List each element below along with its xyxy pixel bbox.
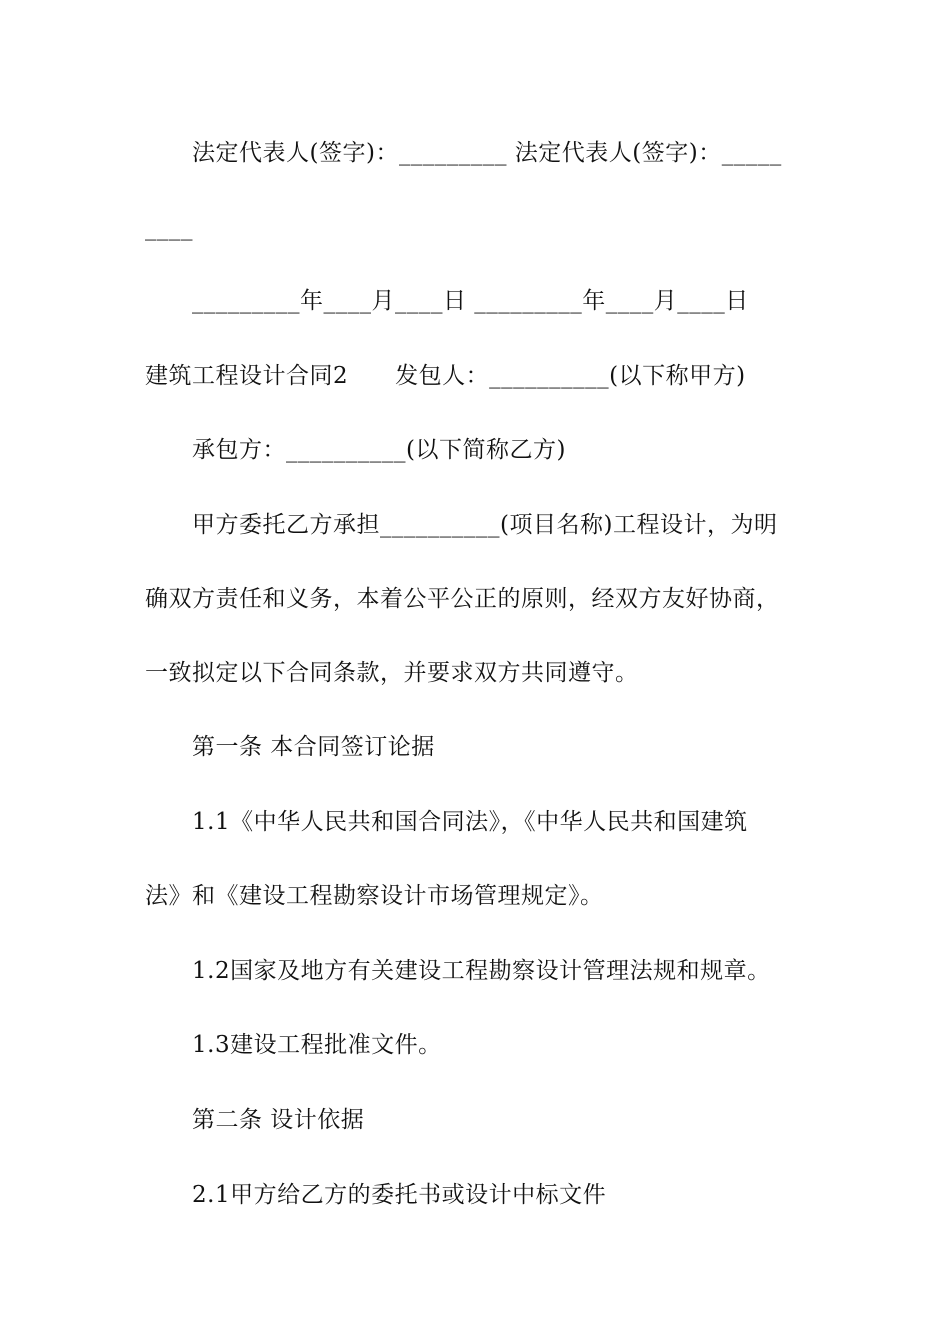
clause-line: 2.1甲方给乙方的委托书或设计中标文件 bbox=[192, 1182, 607, 1208]
clause-line: 法》和《建设工程勘察设计市场管理规定》。 bbox=[145, 883, 604, 909]
clause-line: 1.1《中华人民共和国合同法》，《中华人民共和国建筑 bbox=[192, 809, 748, 835]
signature-line-continuation: ____ bbox=[145, 215, 193, 241]
clause-line: 1.2国家及地方有关建设工程勘察设计管理法规和规章。 bbox=[192, 958, 771, 984]
paragraph-line: 一致拟定以下合同条款，并要求双方共同遵守。 bbox=[145, 660, 639, 686]
paragraph-line: 甲方委托乙方承担__________(项目名称)工程设计，为明 bbox=[192, 512, 778, 538]
date-line: _________年____月____日 _________年____月____日 bbox=[192, 288, 749, 314]
paragraph-line: 确双方责任和义务，本着公平公正的原则，经双方友好协商， bbox=[145, 586, 780, 612]
clause-line: 1.3建设工程批准文件。 bbox=[192, 1032, 442, 1058]
contractor-line: 承包方：__________(以下简称乙方) bbox=[192, 437, 566, 463]
signature-line: 法定代表人(签字)：_________ 法定代表人(签字)：_____ bbox=[192, 140, 782, 166]
contract-title-line: 建筑工程设计合同2 发包人：__________(以下称甲方) bbox=[145, 363, 746, 389]
article-heading: 第二条 设计依据 bbox=[192, 1107, 365, 1133]
article-heading: 第一条 本合同签订论据 bbox=[192, 734, 435, 760]
